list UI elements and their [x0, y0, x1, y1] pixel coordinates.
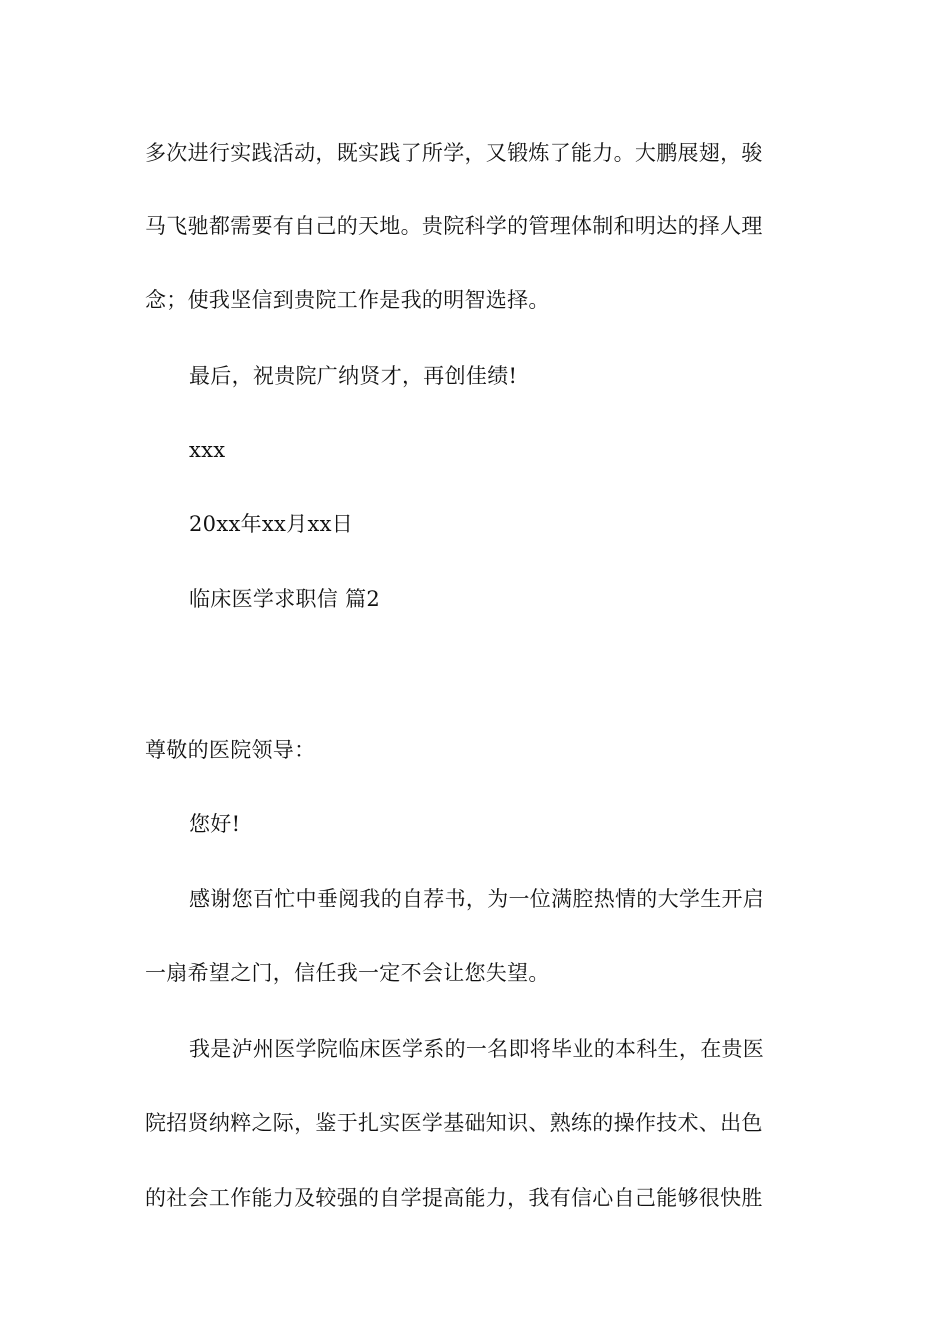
paragraph-line: 的社会工作能力及较强的自学提高能力，我有信心自己能够很快胜	[145, 1186, 763, 1210]
salutation: 尊敬的医院领导：	[145, 738, 316, 762]
closing-wish: 最后，祝贵院广纳贤才，再创佳绩!	[189, 364, 518, 388]
signature-date: 20xx年xx月xx日	[189, 512, 354, 536]
paragraph-line: 多次进行实践活动，既实践了所学，又锻炼了能力。大鹏展翅，骏	[145, 141, 763, 165]
paragraph-line: 念；使我坚信到贵院工作是我的明智选择。	[145, 288, 550, 312]
section-heading: 临床医学求职信 篇2	[189, 587, 381, 611]
paragraph-line: 马飞驰都需要有自己的天地。贵院科学的管理体制和明达的择人理	[145, 214, 763, 238]
paragraph-line: 院招贤纳粹之际，鉴于扎实医学基础知识、熟练的操作技术、出色	[145, 1111, 763, 1135]
signature-name: xxx	[189, 438, 226, 462]
paragraph-line: 我是泸州医学院临床医学系的一名即将毕业的本科生，在贵医	[189, 1037, 765, 1061]
greeting: 您好!	[189, 812, 241, 836]
paragraph-line: 感谢您百忙中垂阅我的自荐书，为一位满腔热情的大学生开启	[189, 887, 765, 911]
paragraph-line: 一扇希望之门，信任我一定不会让您失望。	[145, 961, 550, 985]
